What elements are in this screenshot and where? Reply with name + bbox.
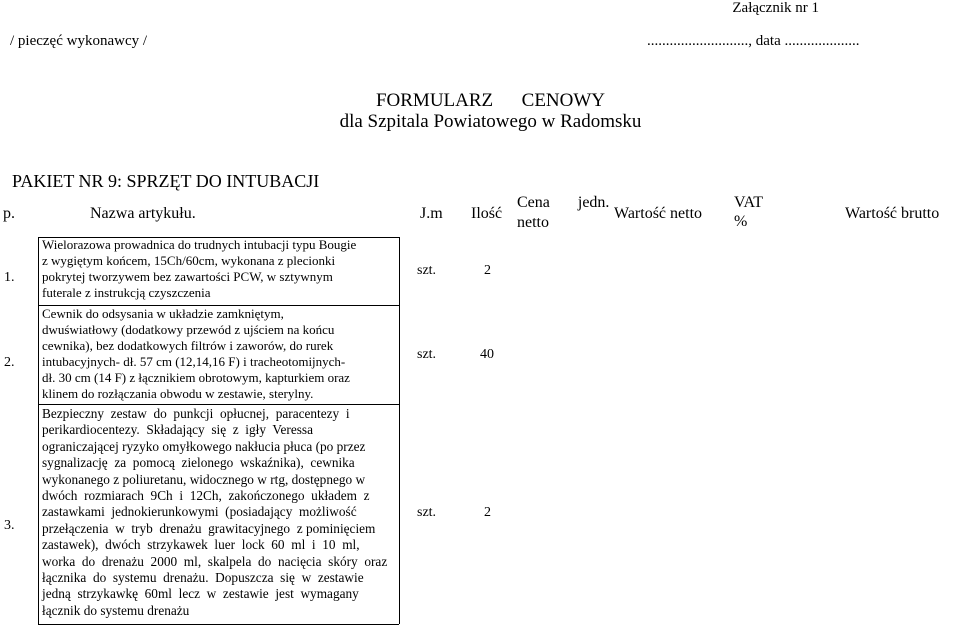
item-description [42,306,398,402]
description-line: cewnika), bez dodatkowych filtrów i zaworów, do rurek [42,338,334,353]
row-divider [38,404,399,405]
description-line: Bezpieczny zestaw do punkcji opłucnej, paracentezy i [42,406,350,421]
description-line: łącznik do systemu drenażu [42,602,190,618]
description-line: jedną strzykawkę 60ml lecz w zestawie jest wymagany [42,586,359,602]
description-line: z wygiętym końcem, 15Ch/60cm, wykonana z plecionki [42,253,336,268]
description-line: wykonanego z poliuretanu, widocznego w rtg, dostępnego w [42,471,366,487]
description-line: futerale z instrukcją czyszczenia [42,285,211,300]
column-header-value-gross: Wartość brutto [845,205,940,222]
column-header-name: Nazwa artykułu. [90,205,196,222]
item-description [42,406,396,619]
qty-value: 2 [484,505,491,520]
column-divider-right [399,237,400,624]
description-line: dwuświatłowy (dodatkowy przewód z ujściem na końcu [42,322,335,337]
unit-value: szt. [417,505,437,520]
column-header-price: Cena jedn. [517,194,610,211]
row-number: 3. [4,518,15,533]
item-description [42,237,398,301]
unit-value: szt. [417,347,437,362]
column-header-vat-percent: % [734,213,748,230]
column-header-price-netto: netto [517,214,549,231]
description-line: sygnalizację za pomocą zielonego wskaźnika), cewnika [42,455,355,471]
description-line: klinem do rozłączania obwodu w zestawie, sterylny. [42,386,314,401]
contractor-stamp-label: / pieczęć wykonawcy / [10,33,148,49]
column-header-vat: VAT [734,194,764,211]
package-heading: PAKIET NR 9: SPRZĘT DO INTUBACJI [12,171,320,191]
date-field: ..........................., data .................... [647,33,860,49]
description-line: worka do drenażu 2000 ml, skalpela do nacięcia skóry oraz [42,553,388,569]
description-line: Wielorazowa prowadnica do trudnych intubacji typu Bougie [42,237,357,252]
description-line: dł. 30 cm (14 F) z łącznikiem obrotowym, kapturkiem oraz [42,370,350,385]
description-line: pokrytej tworzywem bez zawartości PCW, w sztywnym [42,269,333,284]
form-subtitle: dla Szpitala Powiatowego w Radomsku [339,111,642,132]
column-header-lp: p. [3,205,15,222]
description-line: dwóch rozmiarach 9Ch i 12Ch, zakończonego układem z [42,488,370,504]
description-line: zastawkami jednokierunkowymi (posiadający możliwość [42,504,357,520]
column-header-unit: J.m [420,205,443,222]
row-divider [38,624,399,625]
column-header-qty: Ilość [471,205,503,222]
column-header-value-net: Wartość netto [614,205,703,222]
row-number: 2. [4,355,15,370]
description-line: intubacyjnych- dł. 57 cm (12,14,16 F) i tracheotomijnych- [42,354,346,369]
qty-value: 40 [480,347,494,362]
description-line: perikardiocentezy. Składający się z igły Veressa [42,422,314,438]
form-title: FORMULARZ CENOWY [375,90,606,111]
description-line: ograniczającej ryzyko omyłkowego nakłucia płuca (po przez [42,438,366,454]
description-line: Cewnik do odsysania w układzie zamkniętym, [42,306,284,321]
unit-value: szt. [417,263,437,278]
description-line: przełączenia w tryb drenażu grawitacyjnego z pominięciem [42,520,376,536]
column-divider-left [38,237,39,624]
annex-label: Załącznik nr 1 [732,0,819,16]
row-number: 1. [4,270,15,285]
qty-value: 2 [484,263,491,278]
description-line: zastawek), dwóch strzykawek luer lock 60 ml i 10 ml, [42,537,360,553]
description-line: łącznika do systemu drenażu. Dopuszcza się w zestawie [42,570,364,586]
